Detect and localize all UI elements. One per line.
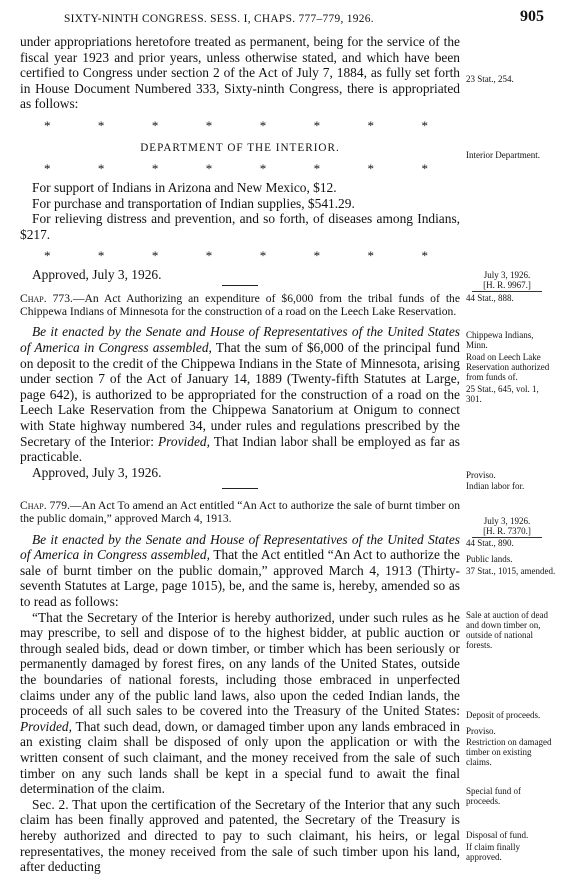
amended-text: “That the Secretary of the Interior is hereby authorized, under such rules as he may prescribe, to sell and dispose of to the highest bidder, at public auction or through sealed bids, dead or down timber, or timber which has been seriously or permanently damaged by forest fires, on any lands of the United States, outside the boundaries of national forests, including those embraced in unperfected claims under any of the public land laws, also upon the ceded Indian lands, the proceeds of all such sales to be covered into the Treasury of the United States: Provided, That such dead, down, or damaged timber upon any lands embraced in an existing claim shall be disposed of only upon the application or with the written consent of such claimant, and the money received from the sale of such timber on any such lands shall be kept in a special fund to await the final determination of the claim. [20, 609, 460, 797]
sidenote: Indian labor for. [466, 481, 525, 491]
sidenote: 44 Stat., 890. [466, 538, 514, 548]
page-number: 905 [520, 8, 544, 25]
ellipsis-stars: * * * * * * * * [44, 160, 428, 176]
ellipsis-stars: * * * * * * * * [44, 117, 428, 133]
sidenote-date: July 3, 1926. [H. R. 9967.] [472, 270, 542, 292]
sidenote: Chippewa Indians, Minn. [466, 330, 534, 350]
chapter-label: Chap. 773. [20, 291, 73, 305]
approved-date: Approved, July 3, 1926. [32, 464, 162, 480]
main-text [20, 34, 460, 875]
chapter-773-heading [20, 292, 460, 318]
enacting-clause: Be it enacted by the Senate and House of Representatives of the United States of America in Congress assembled, [20, 531, 460, 563]
sidenote: Interior Department. [466, 150, 540, 160]
sidenote: 44 Stat., 888. [466, 293, 514, 303]
ellipsis-stars: * * * * * * * * [44, 248, 428, 264]
sidenote: 25 Stat., 645, vol. 1, 301. [466, 384, 539, 404]
chapter-title: —An Act Authorizing an expenditure of $6,000 from the tribal funds of the Chippewa Indians of Minnesota for the construction of a road on the Leech Lake Reservation. [20, 291, 460, 319]
chapter-title: —An Act To amend an Act entitled “An Act to authorize the sale of burnt timber on the public domain,” approved March 4, 1913. [20, 499, 460, 526]
sidenote: If claim finally approved. [466, 842, 520, 862]
sidenote: Disposal of fund. [466, 830, 529, 840]
enacting-clause: Be it enacted by the Senate and House of Representatives of the United States of America in Congress assembled, [20, 324, 460, 355]
chapter-779-heading [20, 499, 460, 525]
arizona-line: For support of Indians in Arizona and New Mexico, $12. [32, 179, 337, 195]
distress-line: For relieving distress and prevention, and so forth, of diseases among Indians, $217. [20, 211, 460, 242]
proviso-word: Provided, [158, 433, 210, 449]
dept-heading: DEPARTMENT OF THE INTERIOR. [140, 141, 340, 154]
chapter-773-body: Be it enacted by the Senate and House of Representatives of the United States of America in Congress assembled, That the sum of $6,000 of the principal fund on deposit to the credit of the Chippewa Indians in the State of Minnesota, arising under section 7 of the Act of January 14, 1889 (Twenty-fifth Statutes at Large, page 642), is authorized to be appropriated for the construction of a road on the Leech Lake Reservation from the Chippewa Sanatorium at Onigum to connect with State highway numbered 34, under rules and regulations prescribed by the Secretary of the Interior: Provided, That Indian labor shall be employed as far as practicable. [20, 324, 460, 465]
sidenote: 23 Stat., 254. [466, 74, 514, 84]
section-rule [222, 488, 258, 489]
sidenote: Proviso. [466, 726, 496, 736]
sidenote: Restriction on damaged timber on existing claims. [466, 737, 552, 767]
approved-date: Approved, July 3, 1926. [32, 267, 162, 283]
running-head: SIXTY-NINTH CONGRESS. SESS. I, CHAPS. 777–779, 1926. [64, 13, 374, 25]
intro-paragraph: under appropriations heretofore treated as permanent, being for the service of the fiscal year 1923 and prior years, unless otherwise stated, and which have been certified to Congress under section 2 of the Act of July 7, 1884, as fully set forth in House Document Numbered 333, Sixty-ninth Congress, there is appropriated as follows: [20, 34, 460, 112]
sidenote: Public lands. [466, 554, 513, 564]
section-2: Sec. 2. That upon the certification of the Secretary of the Interior that any such claim has been finally approved and patented, the Secretary of the Treasury is hereby authorized and directed to pay to such claimant, his heirs, or legal representatives, the money received from the sale of such timber upon his land, after deducting [20, 796, 460, 875]
proviso-word: Provided, [20, 718, 72, 734]
sidenote-date: July 3, 1926. [H. R. 7370.] [472, 516, 542, 538]
sidenote: Proviso. [466, 470, 496, 480]
sidenote: 37 Stat., 1015, amended. [466, 566, 556, 576]
running-header [64, 8, 544, 28]
sidenote: Deposit of proceeds. [466, 710, 541, 720]
chapter-label: Chap. 779. [20, 499, 70, 513]
sidenote: Road on Leech Lake Reservation authorized from funds of. [466, 352, 550, 382]
section-rule [222, 285, 258, 286]
sidenote: Special fund of proceeds. [466, 786, 521, 806]
chapter-779-enacting: Be it enacted by the Senate and House of Representatives of the United States of America in Congress assembled, That the Act entitled “An Act to authorize the sale of burnt timber on the public domain,” approved March 4, 1913 (Thirty-seventh Statutes at Large, page 1015), be, and the same is, hereby, amended so as to read as follows: [20, 531, 460, 610]
sidenote: Sale at auction of dead and down timber on, outside of national forests. [466, 610, 548, 650]
transport-line: For purchase and transportation of Indian supplies, $541.29. [32, 195, 355, 211]
